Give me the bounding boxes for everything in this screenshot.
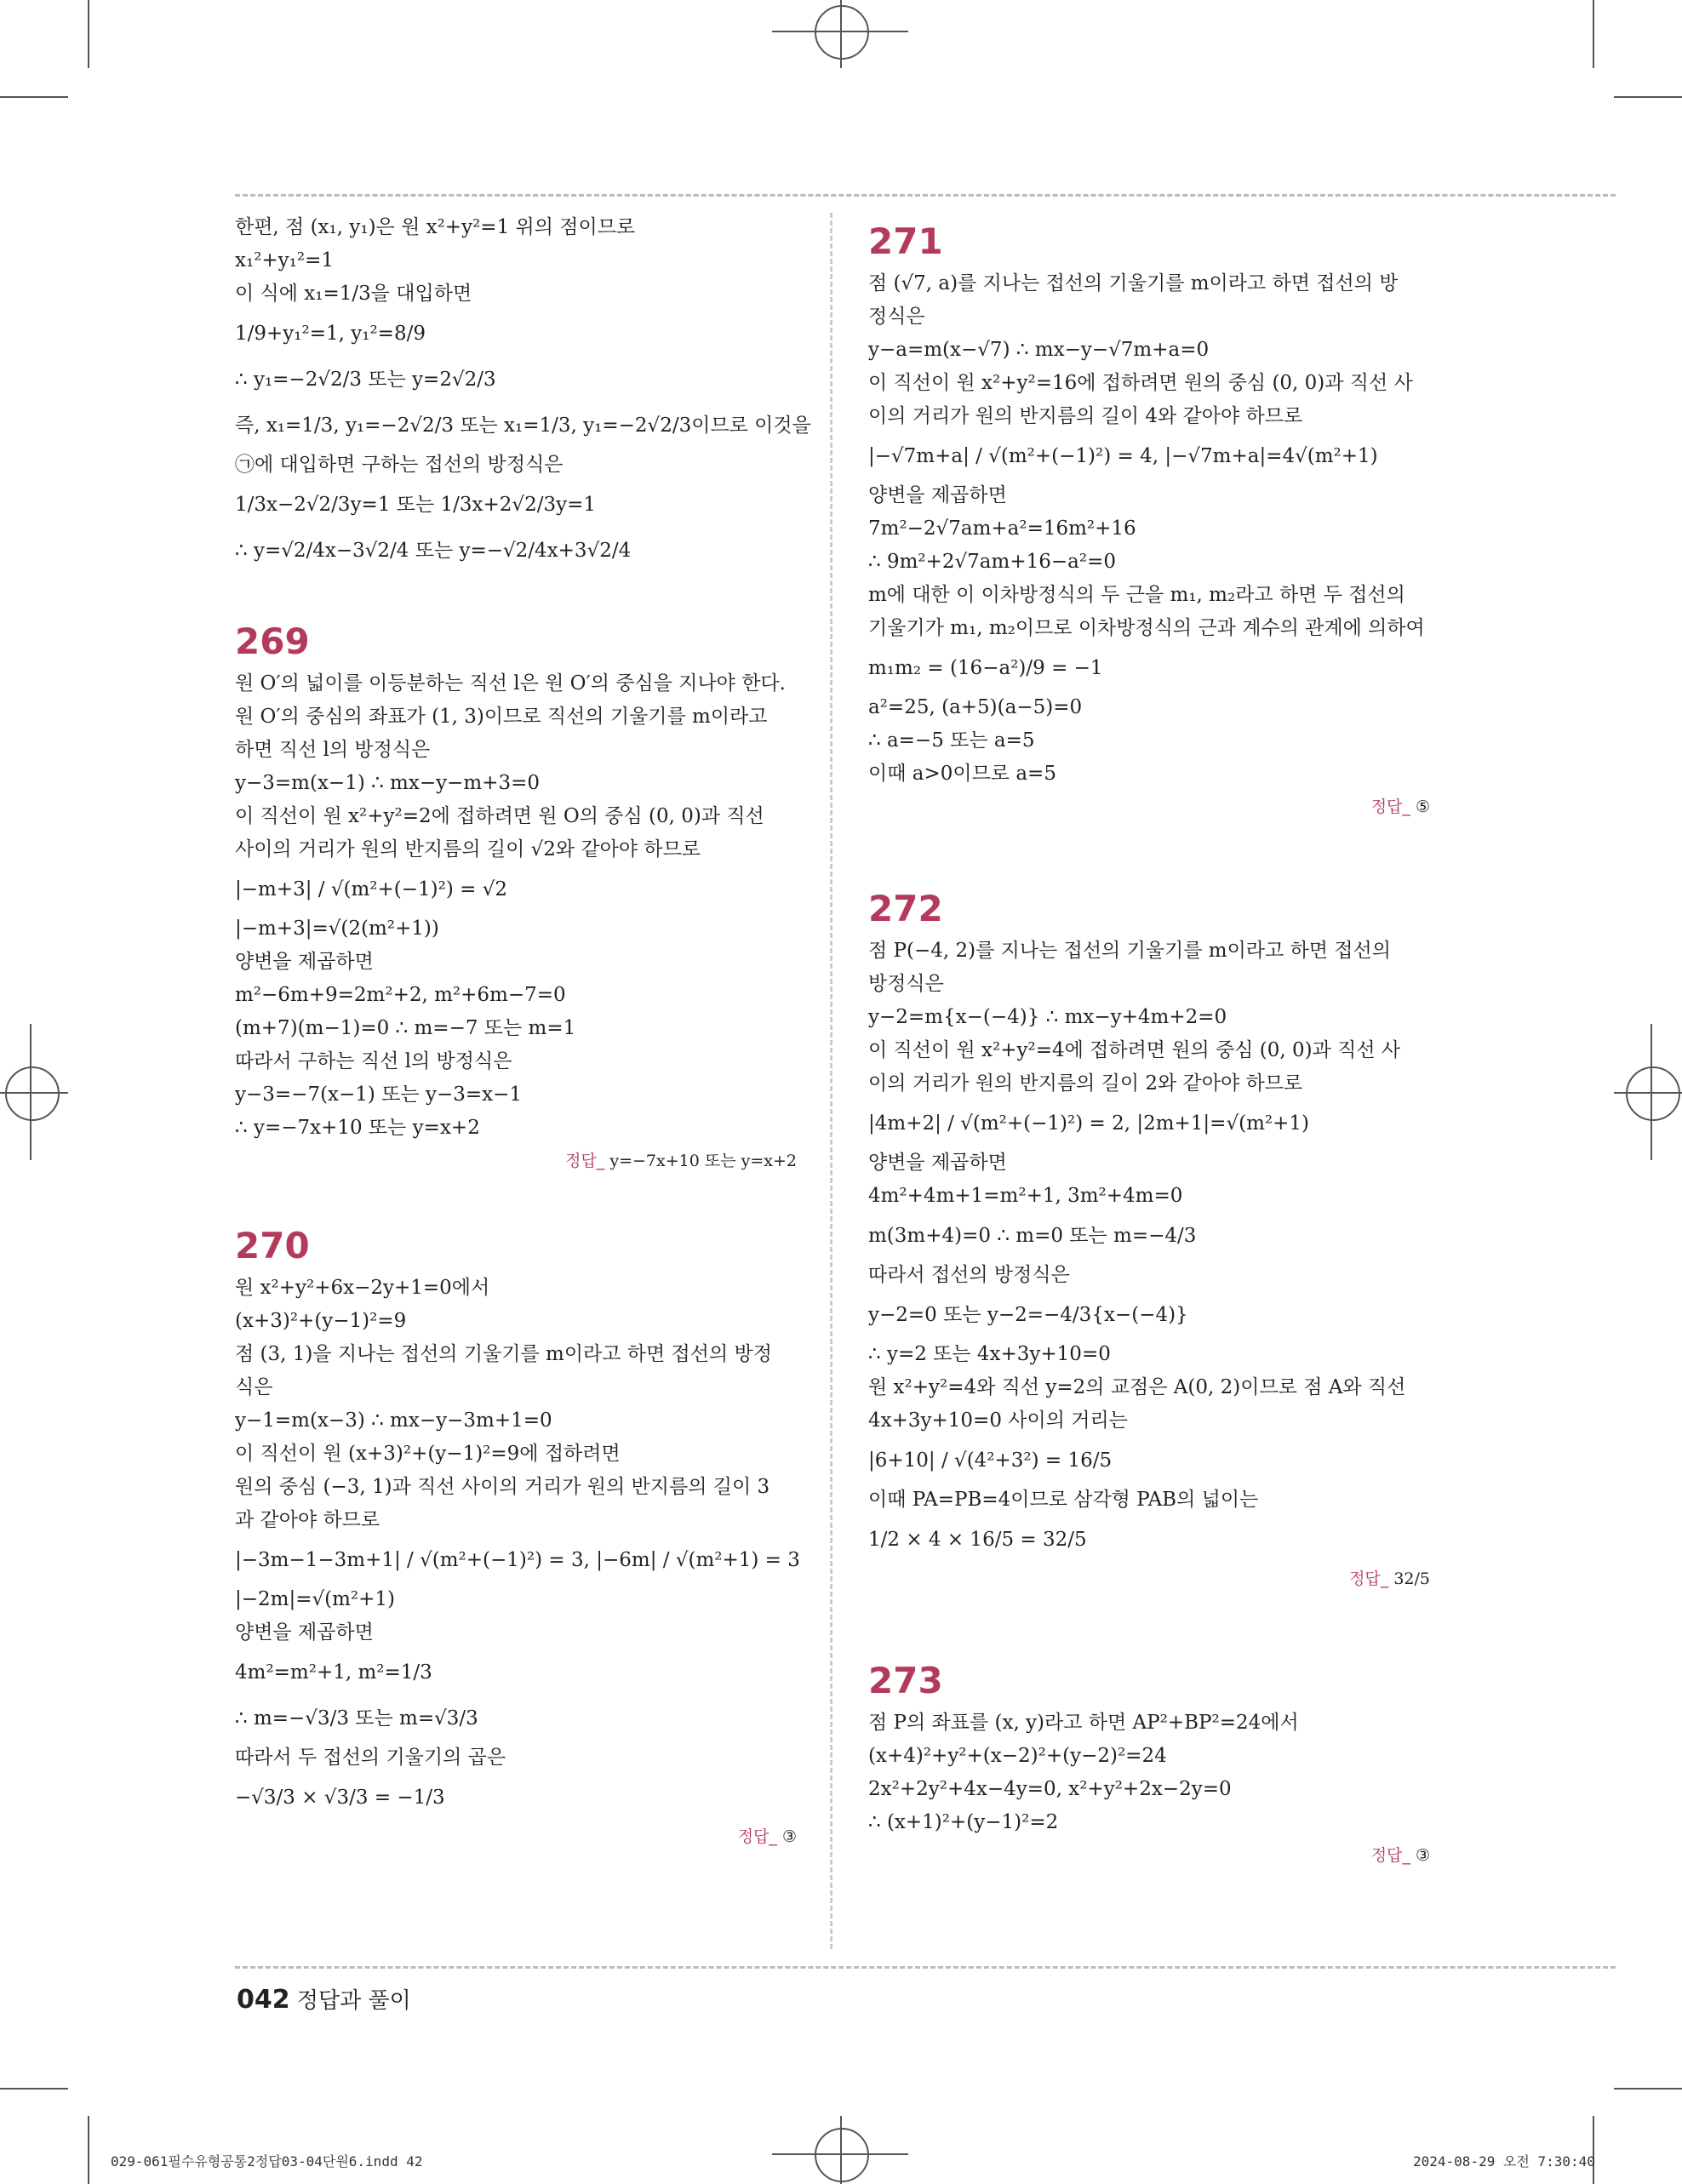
math-line: 1/9+y₁²=1, y₁²=8/9 (235, 323, 426, 345)
answer-label: 정답_ (1349, 1569, 1389, 1588)
text-line: ∴ y=−7x+10 또는 y=x+2 (235, 1117, 480, 1139)
problem-number: 272 (868, 888, 943, 929)
text-line: 이때 PA=PB=4이므로 삼각형 PAB의 넓이는 (868, 1489, 1259, 1511)
text-line: 방정식은 (868, 973, 944, 995)
text-line: 식은 (235, 1376, 273, 1398)
crop-mark-left-top (0, 96, 68, 98)
math-line: 1/2 × 4 × 16/5 = 32/5 (868, 1529, 1087, 1551)
text-line: ∴ a=−5 또는 a=5 (868, 729, 1035, 752)
math-line: 즉, x₁=1/3, y₁=−2√2/3 또는 x₁=1/3, y₁=−2√2/3이므로 이것을 (235, 415, 811, 437)
text-line: |−m+3|=√(2(m²+1)) (235, 918, 439, 940)
math-line: y−2=0 또는 y−2=−4/3{x−(−4)} (868, 1304, 1188, 1326)
text-line: 따라서 두 접선의 기울기의 곱은 (235, 1747, 506, 1769)
section-title: 정답과 풀이 (296, 1988, 411, 2014)
text-line: 양변을 제곱하면 (235, 951, 374, 973)
page-number: 042 (237, 1985, 290, 2015)
text-line: 이 직선이 원 x²+y²=4에 접하려면 원의 중심 (0, 0)과 직선 사 (868, 1039, 1401, 1061)
left-column (235, 211, 811, 1854)
answer-label: 정답_ (565, 1152, 605, 1170)
crop-mark-left-bottom (0, 2088, 68, 2090)
answer-label: 정답_ (1370, 1846, 1410, 1865)
column-divider (830, 213, 832, 1949)
math-line: |−3m−1−3m+1| / √(m²+(−1)²) = 3, |−6m| / √(m²+1) = 3 (235, 1549, 800, 1571)
text-line: 정식은 (868, 306, 925, 328)
text-line: 이의 거리가 원의 반지름의 길이 2와 같아야 하므로 (868, 1072, 1303, 1095)
text-line: y−3=−7(x−1) 또는 y−3=x−1 (235, 1083, 523, 1106)
answer-label: 정답_ (1370, 798, 1410, 816)
math-line: 1/3x−2√2/3y=1 또는 1/3x+2√2/3y=1 (235, 494, 596, 516)
answer-value: ③ (781, 1827, 797, 1846)
problem-number: 271 (868, 220, 943, 262)
answer-273 (868, 1839, 1430, 1872)
answer-270 (235, 1821, 797, 1854)
problem-270 (235, 1221, 800, 1854)
problem-number: 273 (868, 1660, 943, 1701)
text-line: (x+3)²+(y−1)²=9 (235, 1310, 407, 1332)
text-line: 2x²+2y²+4x−4y=0, x²+y²+2x−2y=0 (868, 1778, 1232, 1800)
text-line: y−1=m(x−3) ∴ mx−y−3m+1=0 (235, 1409, 552, 1432)
math-line: ∴ y₁=−2√2/3 또는 y=2√2/3 (235, 369, 496, 391)
text-line: x₁²+y₁²=1 (235, 249, 335, 272)
text-line: 양변을 제곱하면 (235, 1621, 374, 1644)
text-line: ∴ 9m²+2√7am+16−a²=0 (868, 551, 1116, 573)
text-line: 원 x²+y²+6x−2y+1=0에서 (235, 1277, 490, 1299)
top-dashed-rule (235, 194, 1616, 197)
problem-272 (868, 883, 1430, 1596)
problem-269 (235, 616, 797, 1178)
math-line: m(3m+4)=0 ∴ m=0 또는 m=−4/3 (868, 1225, 1197, 1247)
text-line: 이 식에 x₁=1/3을 대입하면 (235, 283, 472, 305)
bottom-dashed-rule (235, 1966, 1616, 1969)
crop-mark-bottom-left (88, 2116, 89, 2184)
right-column (868, 211, 1430, 1872)
registration-mark-bottom (815, 2128, 869, 2182)
text-line: 양변을 제곱하면 (868, 1152, 1007, 1174)
answer-value: 32/5 (1393, 1569, 1430, 1588)
answer-value: ⑤ (1415, 798, 1430, 816)
answer-269 (235, 1145, 797, 1178)
crop-mark-top-left (88, 0, 89, 68)
text-line: 이 직선이 원 x²+y²=16에 접하려면 원의 중심 (0, 0)과 직선 사 (868, 372, 1413, 394)
math-line: ∴ y=√2/4x−3√2/4 또는 y=−√2/4x+3√2/4 (235, 540, 632, 562)
text-line: y−3=m(x−1) ∴ mx−y−m+3=0 (235, 772, 540, 794)
crop-mark-right-bottom (1614, 2088, 1682, 2090)
file-slug: 029-061필수유형공통2정답03-04단원6.indd 42 (111, 2153, 423, 2170)
registration-line-right-h (1614, 1092, 1682, 1094)
answer-271 (868, 791, 1430, 824)
text-line: 원의 중심 (−3, 1)과 직선 사이의 거리가 원의 반지름의 길이 3 (235, 1476, 770, 1498)
text-line: 과 같아야 하므로 (235, 1509, 380, 1531)
text-line: (x+4)²+y²+(x−2)²+(y−2)²=24 (868, 1745, 1167, 1767)
answer-value: y=−7x+10 또는 y=x+2 (609, 1152, 797, 1170)
problem-271 (868, 216, 1430, 824)
text-line: |−2m|=√(m²+1) (235, 1588, 396, 1610)
crop-mark-right-top (1614, 96, 1682, 98)
text-line: 이때 a>0이므로 a=5 (868, 763, 1056, 785)
registration-line-bottom-v (840, 2116, 842, 2184)
math-line: −√3/3 × √3/3 = −1/3 (235, 1787, 445, 1809)
text-line: 이의 거리가 원의 반지름의 길이 4와 같아야 하므로 (868, 405, 1303, 427)
text-line: 이 직선이 원 (x+3)²+(y−1)²=9에 접하려면 (235, 1443, 621, 1465)
math-line: |6+10| / √(4²+3²) = 16/5 (868, 1449, 1113, 1472)
intro-solution (235, 211, 811, 574)
math-line: ∴ m=−√3/3 또는 m=√3/3 (235, 1707, 478, 1729)
problem-number: 270 (235, 1225, 310, 1266)
text-line: 점 (3, 1)을 지나는 접선의 기울기를 m이라고 하면 접선의 방정 (235, 1343, 772, 1365)
text-line: a²=25, (a+5)(a−5)=0 (868, 696, 1083, 718)
text-line: 한편, 점 (x₁, y₁)은 원 x²+y²=1 위의 점이므로 (235, 216, 636, 238)
text-line: ∴ y=2 또는 4x+3y+10=0 (868, 1343, 1111, 1365)
registration-line-top-v (840, 0, 842, 68)
text-line: ㉠에 대입하면 구하는 접선의 방정식은 (235, 454, 564, 476)
math-line: |4m+2| / √(m²+(−1)²) = 2, |2m+1|=√(m²+1) (868, 1112, 1309, 1135)
registration-line-left-v (30, 1024, 31, 1160)
math-line: |−√7m+a| / √(m²+(−1)²) = 4, |−√7m+a|=4√(m²+1) (868, 445, 1378, 467)
print-timestamp: 2024-08-29 오전 7:30:40 (1413, 2153, 1595, 2170)
text-line: 원 x²+y²=4와 직선 y=2의 교점은 A(0, 2)이므로 점 A와 직선 (868, 1376, 1406, 1398)
text-line: 원 O′의 넓이를 이등분하는 직선 l은 원 O′의 중심을 지나야 한다. (235, 672, 786, 695)
text-line: 4m²+4m+1=m²+1, 3m²+4m=0 (868, 1185, 1183, 1207)
answer-value: ③ (1415, 1846, 1430, 1865)
answer-272 (868, 1563, 1430, 1596)
registration-line-right-v (1651, 1024, 1652, 1160)
math-line: m₁m₂ = (16−a²)/9 = −1 (868, 657, 1103, 679)
text-line: 이 직선이 원 x²+y²=2에 접하려면 원 O의 중심 (0, 0)과 직선 (235, 805, 764, 827)
problem-number: 269 (235, 620, 310, 662)
registration-mark-right (1626, 1066, 1680, 1121)
problem-273 (868, 1655, 1430, 1872)
math-line: |−m+3| / √(m²+(−1)²) = √2 (235, 878, 508, 900)
text-line: 사이의 거리가 원의 반지름의 길이 √2와 같아야 하므로 (235, 838, 701, 860)
registration-line-left-h (0, 1092, 68, 1094)
text-line: 원 O′의 중심의 좌표가 (1, 3)이므로 직선의 기울기를 m이라고 (235, 706, 768, 728)
text-line: y−a=m(x−√7) ∴ mx−y−√7m+a=0 (868, 339, 1210, 361)
text-line: 4x+3y+10=0 사이의 거리는 (868, 1409, 1128, 1432)
text-line: m에 대한 이 이차방정식의 두 근을 m₁, m₂라고 하면 두 접선의 (868, 584, 1405, 606)
text-line: 점 P(−4, 2)를 지나는 접선의 기울기를 m이라고 하면 접선의 (868, 940, 1391, 962)
math-line: 4m²=m²+1, m²=1/3 (235, 1661, 432, 1684)
text-line: ∴ (x+1)²+(y−1)²=2 (868, 1811, 1059, 1833)
text-line: 7m²−2√7am+a²=16m²+16 (868, 517, 1136, 540)
crop-mark-bottom-right (1593, 2116, 1594, 2184)
text-line: m²−6m+9=2m²+2, m²+6m−7=0 (235, 984, 566, 1006)
registration-mark-left (5, 1066, 60, 1121)
text-line: 양변을 제곱하면 (868, 484, 1007, 506)
text-line: 하면 직선 l의 방정식은 (235, 739, 431, 761)
answer-label: 정답_ (737, 1827, 777, 1846)
registration-mark-top (815, 5, 869, 60)
text-line: 따라서 접선의 방정식은 (868, 1264, 1070, 1286)
text-line: 기울기가 m₁, m₂이므로 이차방정식의 근과 계수의 관계에 의하여 (868, 617, 1425, 639)
text-line: 따라서 구하는 직선 l의 방정식은 (235, 1050, 512, 1072)
page-footer (237, 1983, 411, 2015)
crop-mark-top-right (1593, 0, 1594, 68)
text-line: (m+7)(m−1)=0 ∴ m=−7 또는 m=1 (235, 1017, 576, 1039)
text-line: y−2=m{x−(−4)} ∴ mx−y+4m+2=0 (868, 1006, 1227, 1028)
text-line: 점 P의 좌표를 (x, y)라고 하면 AP²+BP²=24에서 (868, 1712, 1299, 1734)
text-line: 점 (√7, a)를 지나는 접선의 기울기를 m이라고 하면 접선의 방 (868, 272, 1399, 294)
